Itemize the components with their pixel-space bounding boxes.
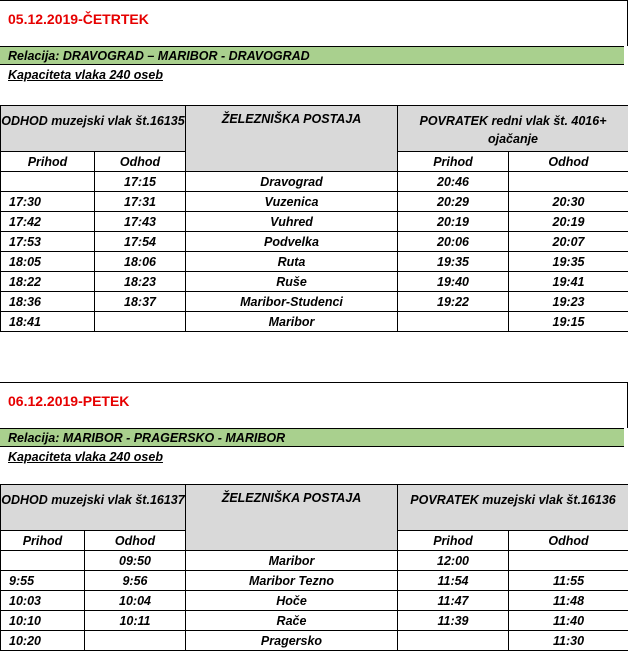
- return-departure-cell: 19:41: [509, 272, 628, 292]
- arrival-cell: 18:41: [1, 312, 95, 332]
- station-cell: Dravograd: [186, 172, 398, 192]
- arrival-cell: 17:42: [1, 212, 95, 232]
- date-title: 06.12.2019-PETEK: [8, 393, 130, 409]
- arrival-col-header: Prihod: [1, 152, 95, 172]
- timetable-body: [1, 551, 628, 651]
- return-arrival-cell: 11:47: [398, 591, 509, 611]
- table-row: [1, 212, 628, 232]
- station-cell: Pragersko: [186, 631, 398, 651]
- return-departure-cell: 20:19: [509, 212, 628, 232]
- table-row: [1, 192, 628, 212]
- route-banner: Relacija: DRAVOGRAD – MARIBOR - DRAVOGRAD: [0, 46, 624, 65]
- departure-cell: 17:31: [95, 192, 186, 212]
- table-row: [1, 631, 628, 651]
- arrival-cell: 18:36: [1, 292, 95, 312]
- capacity-note: [0, 65, 628, 87]
- table-row: [1, 551, 628, 571]
- station-cell: Vuzenica: [186, 192, 398, 212]
- return-arrival-cell: 20:06: [398, 232, 509, 252]
- return-departure-col-header: Odhod: [509, 531, 628, 551]
- departure-col-header: Odhod: [95, 152, 186, 172]
- station-header: ŽELEZNIŠKA POSTAJA: [186, 106, 398, 172]
- return-header: POVRATEK muzejski vlak št.16136: [398, 485, 628, 531]
- schedule-section-friday: [0, 382, 628, 651]
- departure-col-header: Odhod: [85, 531, 186, 551]
- return-arrival-cell: 19:22: [398, 292, 509, 312]
- capacity-text: Kapaciteta vlaka 240 oseb: [8, 68, 163, 82]
- return-arrival-col-header: Prihod: [398, 152, 509, 172]
- station-cell: Hoče: [186, 591, 398, 611]
- departure-cell: 17:15: [95, 172, 186, 192]
- table-row: [1, 172, 628, 192]
- return-departure-cell: 11:55: [509, 571, 628, 591]
- departure-cell: [95, 312, 186, 332]
- return-arrival-cell: 20:19: [398, 212, 509, 232]
- departure-cell: 9:56: [85, 571, 186, 591]
- departure-cell: 10:04: [85, 591, 186, 611]
- departure-cell: 09:50: [85, 551, 186, 571]
- table-row: [1, 611, 628, 631]
- table-row: [1, 272, 628, 292]
- return-arrival-cell: 20:29: [398, 192, 509, 212]
- return-arrival-cell: 20:46: [398, 172, 509, 192]
- return-departure-cell: 19:23: [509, 292, 628, 312]
- return-departure-cell: 19:35: [509, 252, 628, 272]
- departure-cell: 18:37: [95, 292, 186, 312]
- return-arrival-cell: 11:39: [398, 611, 509, 631]
- table-row: [1, 571, 628, 591]
- route-banner: Relacija: MARIBOR - PRAGERSKO - MARIBOR: [0, 428, 624, 447]
- station-cell: Maribor-Studenci: [186, 292, 398, 312]
- return-departure-cell: 11:30: [509, 631, 628, 651]
- arrival-cell: [1, 172, 95, 192]
- arrival-cell: 10:03: [1, 591, 85, 611]
- return-arrival-cell: 19:40: [398, 272, 509, 292]
- timetable-body: [1, 172, 628, 332]
- return-arrival-cell: 12:00: [398, 551, 509, 571]
- station-header: ŽELEZNIŠKA POSTAJA: [186, 485, 398, 551]
- return-departure-cell: [509, 551, 628, 571]
- return-departure-col-header: Odhod: [509, 152, 628, 172]
- station-cell: Vuhred: [186, 212, 398, 232]
- station-cell: Maribor: [186, 551, 398, 571]
- departure-header: ODHOD muzejski vlak št.16137: [1, 485, 186, 531]
- return-departure-cell: 11:40: [509, 611, 628, 631]
- arrival-cell: [1, 551, 85, 571]
- departure-cell: 10:11: [85, 611, 186, 631]
- departure-header: ODHOD muzejski vlak št.16135: [1, 106, 186, 152]
- table-row: [1, 591, 628, 611]
- station-cell: Ruše: [186, 272, 398, 292]
- arrival-cell: 10:10: [1, 611, 85, 631]
- return-departure-cell: 11:48: [509, 591, 628, 611]
- table-row: [1, 252, 628, 272]
- station-cell: Rače: [186, 611, 398, 631]
- departure-cell: [85, 631, 186, 651]
- departure-cell: 17:43: [95, 212, 186, 232]
- return-departure-cell: [509, 172, 628, 192]
- table-row: [1, 312, 628, 332]
- arrival-cell: 10:20: [1, 631, 85, 651]
- date-title: 05.12.2019-ČETRTEK: [8, 11, 149, 27]
- return-arrival-cell: 19:35: [398, 252, 509, 272]
- return-arrival-cell: [398, 312, 509, 332]
- arrival-cell: 18:05: [1, 252, 95, 272]
- arrival-cell: 17:30: [1, 192, 95, 212]
- station-cell: Maribor: [186, 312, 398, 332]
- return-departure-cell: 20:07: [509, 232, 628, 252]
- departure-cell: 18:23: [95, 272, 186, 292]
- arrival-cell: 17:53: [1, 232, 95, 252]
- arrival-cell: 9:55: [1, 571, 85, 591]
- table-row: [1, 232, 628, 252]
- capacity-text: Kapaciteta vlaka 240 oseb: [8, 450, 163, 464]
- timetable: [0, 105, 628, 332]
- timetable: [0, 484, 628, 651]
- arrival-col-header: Prihod: [1, 531, 85, 551]
- return-header: POVRATEK redni vlak št. 4016+ ojačanje: [398, 106, 628, 152]
- table-row: [1, 292, 628, 312]
- return-arrival-cell: [398, 631, 509, 651]
- departure-cell: 18:06: [95, 252, 186, 272]
- capacity-note: [0, 447, 628, 469]
- return-departure-cell: 20:30: [509, 192, 628, 212]
- station-cell: Ruta: [186, 252, 398, 272]
- departure-cell: 17:54: [95, 232, 186, 252]
- return-arrival-col-header: Prihod: [398, 531, 509, 551]
- arrival-cell: 18:22: [1, 272, 95, 292]
- return-arrival-cell: 11:54: [398, 571, 509, 591]
- date-header: [0, 0, 628, 46]
- station-cell: Podvelka: [186, 232, 398, 252]
- station-cell: Maribor Tezno: [186, 571, 398, 591]
- return-departure-cell: 19:15: [509, 312, 628, 332]
- date-header: [0, 382, 628, 428]
